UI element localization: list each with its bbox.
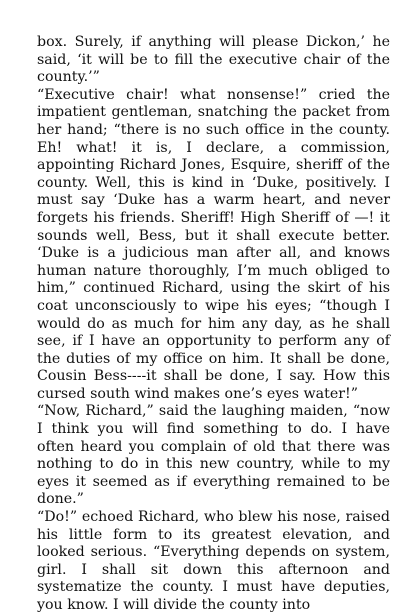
paragraph: “Executive chair! what nonsense!” cried the impatient gentleman, snatching the packet from her hand; “there is no such office in the county. Eh! what! it is, I declare, a commission, appointing Richard Jones, Esquire, sheriff of the county. Well, this is kind in ‘Duke, positively. I must say ‘Duke has a warm heart, and never forgets his friends. Sheriff! High Sheriff of —! it sounds well, Bess, but it shall execute better. ‘Duke is a judicious man after all, and knows human nature thoroughly, I’m much obliged to him,” continued Richard, using the skirt of his coat unconsciously to wipe his eyes; “though I would do as much for him any day, as he shall see, if I have an opportunity to perform any of the duties of my office on him. It shall be done, Cousin Bess----it shall be done, I say. How this cursed south wind makes one’s eyes water!” — [37, 86, 390, 402]
paragraph: “Now, Richard,” said the laughing maiden, “now I think you will find something to do. I have often heard you complain of old that there was nothing to do in this new country, while to my eyes it seemed as if everything remained to be done.” — [37, 403, 390, 508]
paragraph: “Do!” echoed Richard, who blew his nose, raised his little form to its greatest elevation, and looked serious. “Everything depends on system, girl. I shall sit down this afternoon and systematize the county. I must have deputies, you know. I will divide the county into — [37, 509, 390, 613]
paragraph: box. Surely, if anything will please Dickon,’ he said, ‘it will be to fill the executive chair of the county.’” — [37, 34, 390, 86]
page-text — [37, 34, 390, 615]
